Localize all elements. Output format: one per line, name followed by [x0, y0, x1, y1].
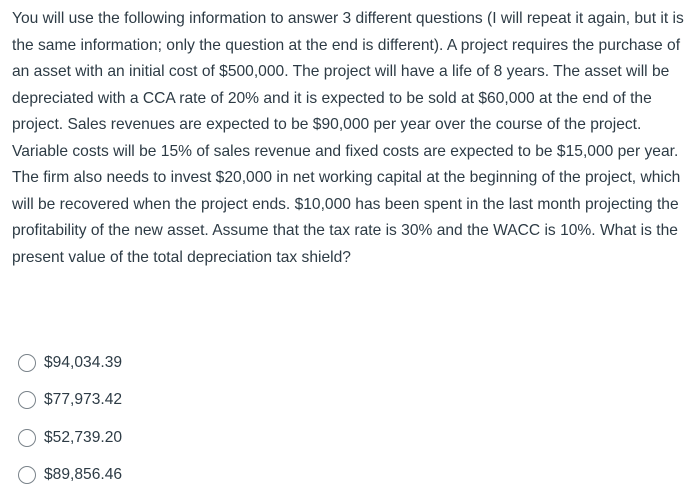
question-text: You will use the following information to answer 3 different questions (I will repeat it again, but it is the same information; only the question at the end is different). A project requires the purchase of an asset with an initial cost of $500,000. The project will have a life of 8 years. The asset will be depreciated with a CCA rate of 20% and it is expected to be sold at $60,000 at the end of the project. Sales revenues are expected to be $90,000 per year over the course of the project. Variable costs will be 15% of sales revenue and fixed costs are expected to be $15,000 per year. The firm also needs to invest $20,000 in net working capital at the beginning of the project, which will be recovered when the project ends. $10,000 has been spent in the last month projecting the profitability of the new asset. Assume that the tax rate is 30% and the WACC is 10%. What is the present value of the total depreciation tax shield?: [12, 6, 696, 271]
answer-option-4[interactable]: [18, 457, 318, 494]
answer-label: $52,739.20: [44, 429, 122, 447]
radio-button[interactable]: [18, 391, 36, 409]
answer-label: $77,973.42: [44, 391, 122, 409]
radio-button[interactable]: [18, 354, 36, 372]
radio-button[interactable]: [18, 466, 36, 484]
answer-list: [18, 344, 318, 494]
answer-option-1[interactable]: [18, 344, 318, 382]
answer-option-2[interactable]: [18, 382, 318, 420]
radio-button[interactable]: [18, 429, 36, 447]
answer-option-3[interactable]: [18, 419, 318, 457]
answer-label: $89,856.46: [44, 466, 122, 484]
answer-label: $94,034.39: [44, 354, 122, 372]
